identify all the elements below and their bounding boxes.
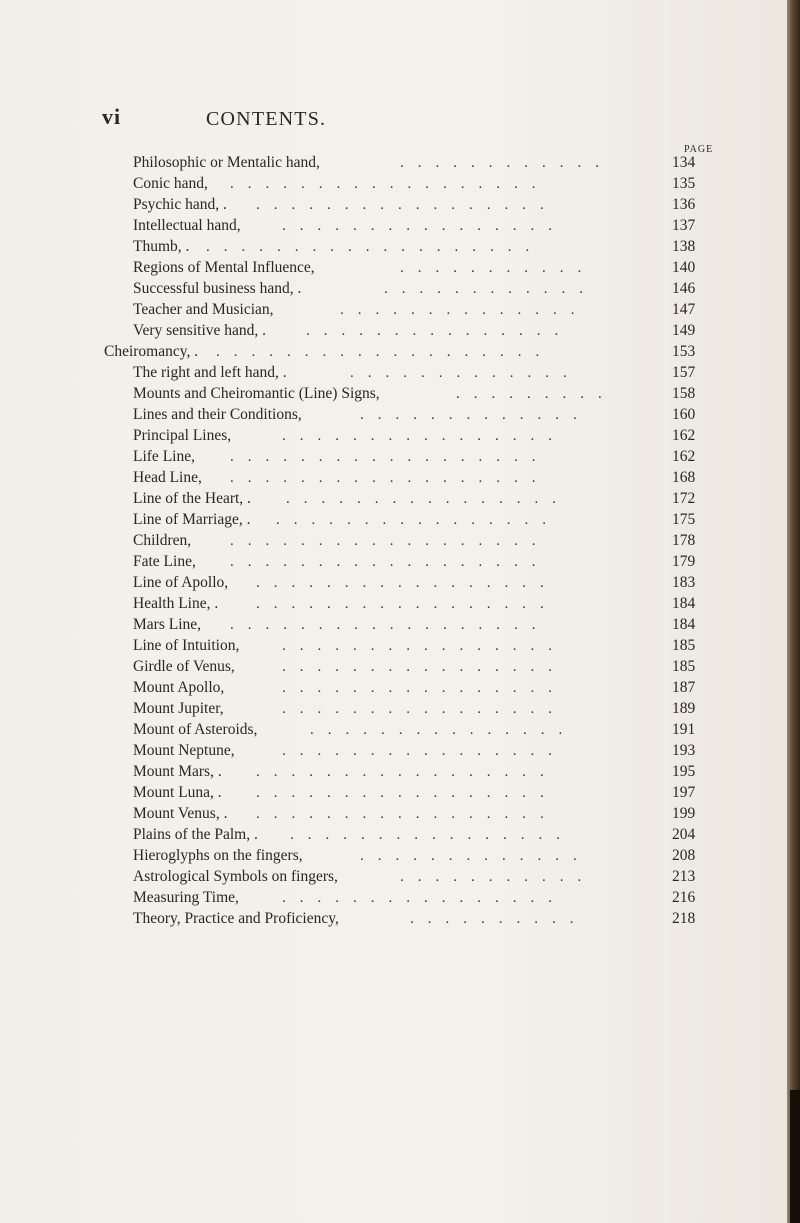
toc-entry-label: Head Line, [133,469,202,486]
toc-entry [0,468,787,488]
toc-entry-label: Mount Luna, . [133,784,222,801]
leader-dots: ........... [400,260,596,276]
book-spine-shadow [790,1090,800,1223]
toc-entry-page: 168 [672,469,696,486]
toc-entry-label: Mount Apollo, [133,679,225,696]
leader-dots: ......... [456,386,616,402]
toc-entry-page: 185 [672,658,696,675]
page-header [0,0,787,140]
toc-entry-label: Intellectual hand, [133,217,241,234]
toc-entry [0,909,787,929]
toc-entry-page: 149 [672,322,696,339]
toc-entry-label: Line of Marriage, . [133,511,251,528]
toc-entry [0,216,787,236]
leader-dots: ................... [206,239,544,255]
leader-dots: ................ [282,701,566,717]
leader-dots: ................... [216,344,554,360]
toc-entry-page: 187 [672,679,696,696]
toc-entry [0,195,787,215]
leader-dots: .................. [230,470,550,486]
leader-dots: ................ [290,827,574,843]
leader-dots: ................ [276,512,560,528]
toc-entry-page: 162 [672,427,696,444]
toc-entry [0,258,787,278]
toc-entry-label: Girdle of Venus, [133,658,235,675]
toc-entry-page: 146 [672,280,696,297]
toc-entry-page: 195 [672,763,696,780]
leader-dots: ................ [282,218,566,234]
leader-dots: .............. [340,302,589,318]
toc-entry [0,573,787,593]
toc-entry-label: Cheiromancy, . [104,343,199,360]
toc-entry-label: Line of Apollo, [133,574,229,591]
toc-entry [0,762,787,782]
toc-entry [0,510,787,530]
toc-entry [0,825,787,845]
toc-entry-page: 184 [672,595,696,612]
toc-entry [0,153,787,173]
toc-entry [0,426,787,446]
toc-entry [0,804,787,824]
leader-dots: ................ [282,659,566,675]
toc-entry-label: Mount Mars, . [133,763,222,780]
leader-dots: .................. [230,533,550,549]
leader-dots: ................ [282,428,566,444]
toc-entry-label: Conic hand, [133,175,208,192]
leader-dots: ............. [360,848,591,864]
toc-entry-page: 138 [672,238,696,255]
toc-entry-page: 140 [672,259,696,276]
toc-entry-page: 137 [672,217,696,234]
toc-entry-label: Psychic hand, . [133,196,227,213]
leader-dots: ............ [384,281,597,297]
toc-entry [0,279,787,299]
toc-entry-label: Principal Lines, [133,427,232,444]
book-spine-edge [787,0,800,1223]
toc-entry-page: 183 [672,574,696,591]
toc-entry-page: 153 [672,343,696,360]
toc-entry-page: 216 [672,889,696,906]
page-column-label: PAGE [684,144,714,155]
toc-entry [0,783,787,803]
toc-entry-label: The right and left hand, . [133,364,287,381]
toc-entry-label: Philosophic or Mentalic hand, [133,154,320,171]
toc-entry [0,846,787,866]
toc-entry [0,363,787,383]
toc-entry-page: 175 [672,511,696,528]
leader-dots: ................ [282,638,566,654]
leader-dots: ................. [256,596,558,612]
toc-entry-label: Mount of Asteroids, [133,721,258,738]
leader-dots: .................. [230,617,550,633]
toc-entry-page: 179 [672,553,696,570]
toc-entry [0,405,787,425]
toc-entry-label: Successful business hand, . [133,280,302,297]
leader-dots: ............... [306,323,573,339]
toc-entry-label: Mount Neptune, [133,742,235,759]
toc-entry [0,384,787,404]
toc-entry-page: 135 [672,175,696,192]
leader-dots: ................ [282,680,566,696]
page-title: CONTENTS. [206,108,327,130]
toc-entry [0,237,787,257]
toc-entry [0,552,787,572]
leader-dots: ................. [256,806,558,822]
toc-entry-page: 158 [672,385,696,402]
toc-entry-label: Thumb, . [133,238,190,255]
toc-entry-page: 162 [672,448,696,465]
toc-entry [0,174,787,194]
toc-entry [0,888,787,908]
toc-entry-label: Hieroglyphs on the fingers, [133,847,303,864]
toc-entry-page: 160 [672,406,696,423]
toc-entry-page: 185 [672,637,696,654]
leader-dots: .......... [410,911,588,927]
toc-entry-page: 199 [672,805,696,822]
toc-entry-label: Mounts and Cheiromantic (Line) Signs, [133,385,380,402]
leader-dots: ................. [256,764,558,780]
toc-entry-page: 184 [672,616,696,633]
leader-dots: .................. [230,554,550,570]
leader-dots: .................. [230,449,550,465]
toc-entry [0,657,787,677]
leader-dots: .................. [230,176,550,192]
toc-entry-page: 157 [672,364,696,381]
toc-entry-page: 172 [672,490,696,507]
toc-entry [0,636,787,656]
toc-entry-label: Fate Line, [133,553,196,570]
toc-entry [0,615,787,635]
toc-entry-page: 178 [672,532,696,549]
toc-entry-label: Theory, Practice and Proficiency, [133,910,339,927]
toc-entry-label: Regions of Mental Influence, [133,259,315,276]
leader-dots: ............. [360,407,591,423]
toc-entry [0,321,787,341]
toc-entry-page: 189 [672,700,696,717]
toc-entry [0,489,787,509]
toc-entry-label: Plains of the Palm, . [133,826,258,843]
leader-dots: ............... [310,722,577,738]
toc-entry-label: Lines and their Conditions, [133,406,302,423]
toc-section-entry [0,342,787,362]
toc-entry [0,300,787,320]
toc-entry-label: Astrological Symbols on fingers, [133,868,338,885]
toc-entry-page: 197 [672,784,696,801]
toc-entry-label: Mount Venus, . [133,805,228,822]
toc-entry [0,720,787,740]
toc-entry-label: Very sensitive hand, . [133,322,267,339]
leader-dots: ................. [256,197,558,213]
toc-entry-label: Teacher and Musician, [133,301,274,318]
toc-entry-page: 218 [672,910,696,927]
toc-entry-page: 147 [672,301,696,318]
toc-entry-page: 208 [672,847,696,864]
toc-entry-label: Line of the Heart, . [133,490,251,507]
toc-entry-label: Mount Jupiter, [133,700,224,717]
toc-entry-label: Mars Line, [133,616,202,633]
leader-dots: ............. [350,365,581,381]
toc-entry-page: 193 [672,742,696,759]
toc-entry-label: Health Line, . [133,595,219,612]
page-folio: vi [102,104,122,129]
leader-dots: ................ [282,890,566,906]
toc-entry-page: 134 [672,154,696,171]
leader-dots: ............ [400,155,613,171]
toc-entry [0,741,787,761]
toc-entry [0,594,787,614]
toc-entry [0,447,787,467]
leader-dots: ................. [256,785,558,801]
toc-entry [0,531,787,551]
toc-entry-label: Measuring Time, [133,889,239,906]
leader-dots: ................. [256,575,558,591]
toc-entry [0,678,787,698]
toc-entry-label: Line of Intuition, [133,637,240,654]
toc-entry-page: 204 [672,826,696,843]
toc-entry-label: Life Line, [133,448,195,465]
leader-dots: ........... [400,869,596,885]
toc-entry [0,867,787,887]
toc-entry-page: 191 [672,721,696,738]
toc-entry-page: 213 [672,868,696,885]
toc-entry-page: 136 [672,196,696,213]
leader-dots: ................ [286,491,570,507]
toc-entry [0,699,787,719]
leader-dots: ................ [282,743,566,759]
toc-entry-label: Children, [133,532,192,549]
